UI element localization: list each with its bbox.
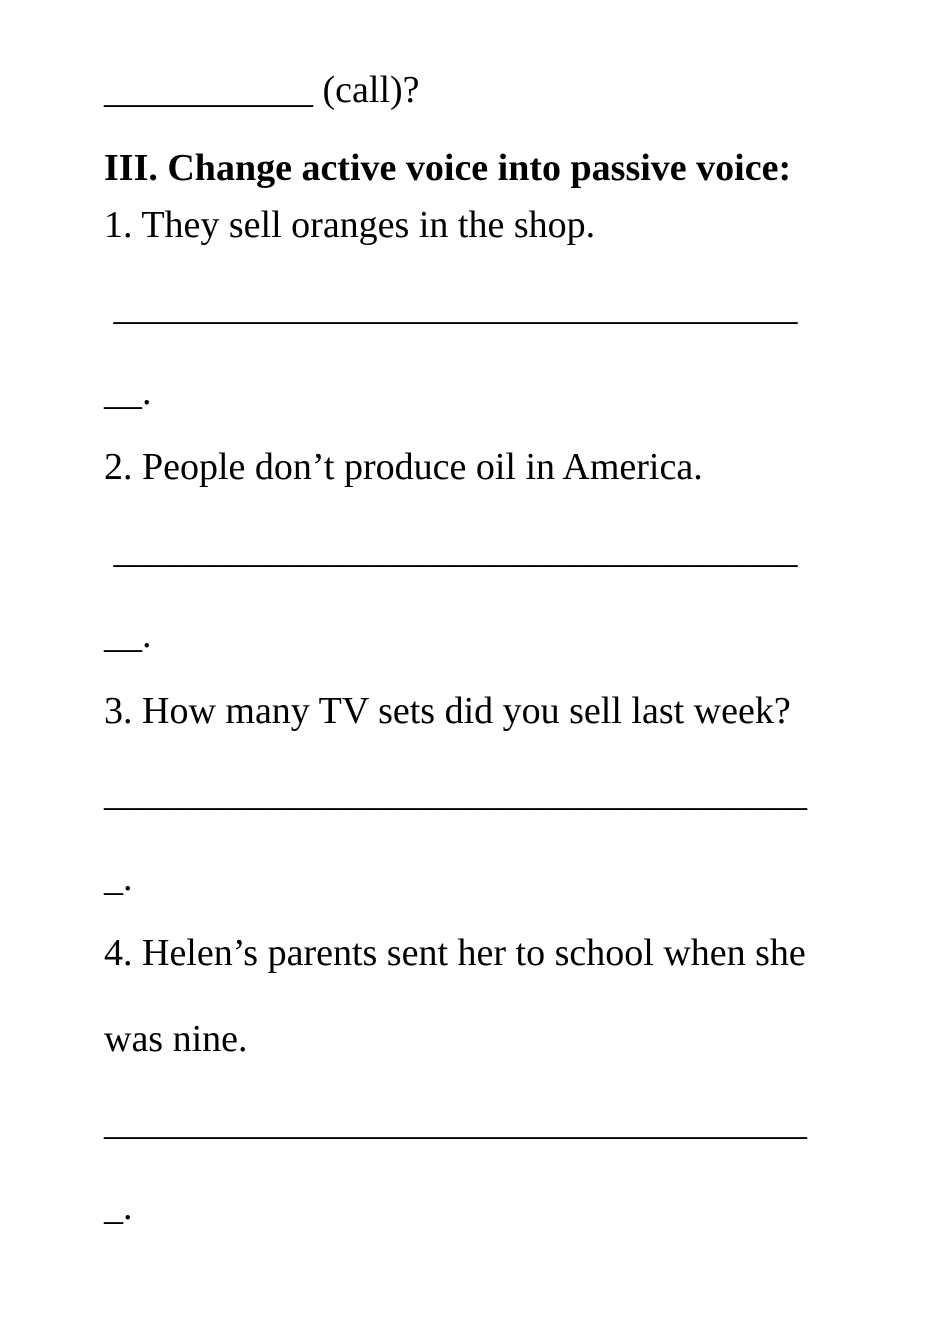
exercise-3-answer-blank-end[interactable]: _.	[104, 857, 133, 899]
exercise-1-prompt: 1. They sell oranges in the shop.	[104, 204, 596, 246]
exercise-4-prompt-continued: was nine.	[104, 1018, 248, 1060]
exercise-1-answer-blank[interactable]: ____________________________________	[104, 286, 798, 328]
previous-item-tail: ___________ (call)?	[104, 69, 420, 111]
exercise-2-answer-blank[interactable]: ____________________________________	[104, 529, 798, 571]
exercise-4-answer-blank[interactable]: _____________________________________	[104, 1101, 807, 1143]
exercise-3-prompt: 3. How many TV sets did you sell last week?	[104, 690, 791, 732]
exercise-4-answer-blank-end[interactable]: _.	[104, 1186, 133, 1228]
exercise-4-prompt: 4. Helen’s parents sent her to school when she	[104, 932, 806, 974]
exercise-2-answer-blank-end[interactable]: __.	[104, 614, 152, 656]
section-heading: III. Change active voice into passive voice:	[104, 147, 792, 189]
exercise-2-prompt: 2. People don’t produce oil in America.	[104, 446, 703, 488]
exercise-1-answer-blank-end[interactable]: __.	[104, 371, 152, 413]
exercise-3-answer-blank[interactable]: _____________________________________	[104, 772, 807, 814]
